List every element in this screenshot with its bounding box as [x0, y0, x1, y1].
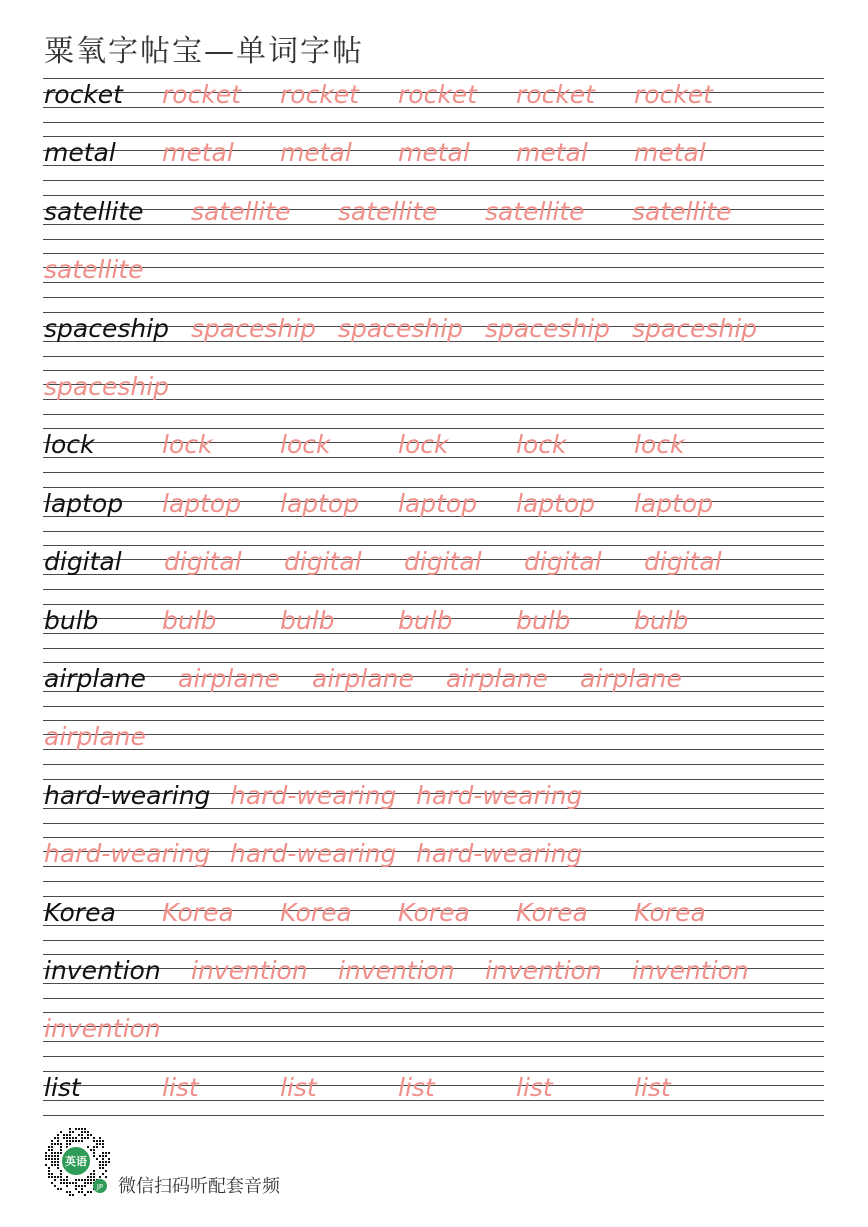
ruling-line	[43, 896, 824, 897]
practice-row	[43, 370, 824, 428]
trace-word: airplane	[44, 722, 146, 752]
footer	[40, 1126, 340, 1198]
trace-word: Korea	[280, 897, 352, 927]
practice-row	[43, 1071, 824, 1129]
ruling-line	[43, 1012, 824, 1013]
ruling-line	[43, 1056, 824, 1057]
ruling-line	[43, 297, 824, 298]
trace-word: hard-wearing	[230, 839, 397, 869]
trace-word: satellite	[44, 255, 144, 285]
qr-corner-label: JP	[96, 1183, 104, 1191]
trace-word: spaceship	[44, 372, 170, 401]
trace-word: metal	[280, 138, 352, 168]
trace-word: laptop	[162, 488, 242, 518]
ruling-line	[43, 195, 824, 196]
practice-row	[43, 312, 824, 370]
trace-word: Korea	[162, 897, 234, 927]
trace-word: airplane	[178, 664, 280, 693]
model-word: satellite	[44, 196, 144, 226]
practice-row	[43, 662, 824, 720]
trace-word: invention	[632, 956, 749, 985]
trace-word: spaceship	[485, 313, 611, 343]
practice-row	[43, 954, 824, 1012]
trace-word: invention	[485, 956, 602, 985]
model-word: digital	[44, 547, 122, 577]
trace-word: rocket	[162, 80, 241, 109]
model-word: laptop	[44, 488, 124, 518]
ruling-line	[43, 356, 824, 357]
trace-word: airplane	[446, 664, 548, 693]
ruling-line	[43, 370, 824, 371]
ruling-line	[43, 604, 824, 605]
ruling-line	[43, 749, 824, 750]
practice-row	[43, 136, 824, 194]
trace-word: bulb	[162, 605, 217, 635]
trace-word: bulb	[634, 605, 689, 635]
trace-word: satellite	[485, 196, 585, 226]
ruling-line	[43, 706, 824, 707]
trace-word: lock	[280, 430, 331, 460]
trace-word: bulb	[516, 605, 571, 635]
trace-word: laptop	[398, 488, 478, 518]
trace-word: digital	[524, 547, 602, 577]
trace-word: laptop	[280, 488, 360, 518]
trace-word: lock	[516, 430, 567, 460]
ruling-line	[43, 531, 824, 532]
practice-row	[43, 195, 824, 253]
ruling-line	[43, 676, 824, 677]
trace-word: Korea	[398, 897, 470, 927]
practice-row	[43, 1012, 824, 1070]
trace-word: hard-wearing	[44, 839, 211, 869]
ruling-line	[43, 78, 824, 79]
trace-word: digital	[164, 547, 242, 577]
page-title: 粟氧字帖宝—单词字帖	[44, 34, 364, 69]
practice-row	[43, 545, 824, 603]
ruling-line	[43, 1115, 824, 1116]
trace-word: list	[634, 1072, 671, 1102]
trace-word: digital	[284, 547, 362, 577]
trace-word: satellite	[338, 196, 438, 226]
ruling-line	[43, 180, 824, 181]
model-word: airplane	[44, 664, 146, 693]
practice-row	[43, 78, 824, 136]
trace-word: lock	[162, 430, 213, 460]
trace-word: airplane	[312, 664, 414, 693]
trace-word: digital	[644, 547, 722, 577]
ruling-line	[43, 954, 824, 955]
ruling-line	[43, 239, 824, 240]
qr-badge-label: 英语	[65, 1155, 87, 1168]
trace-word: satellite	[191, 196, 291, 226]
model-word: metal	[44, 138, 116, 168]
trace-word: laptop	[634, 488, 714, 518]
ruling-line	[43, 764, 824, 765]
trace-word: bulb	[398, 605, 453, 635]
ruling-line	[43, 414, 824, 415]
practice-row	[43, 779, 824, 837]
trace-word: hard-wearing	[416, 780, 583, 810]
trace-word: lock	[634, 430, 685, 460]
practice-row	[43, 604, 824, 662]
trace-word: bulb	[280, 605, 335, 635]
trace-word: lock	[398, 430, 449, 460]
practice-row	[43, 428, 824, 486]
qr-code-icon[interactable]	[40, 1126, 112, 1198]
ruling-line	[43, 940, 824, 941]
ruling-line	[43, 998, 824, 999]
ruling-line	[43, 1071, 824, 1072]
scan-instruction: 微信扫码听配套音频	[118, 1176, 280, 1197]
practice-row	[43, 720, 824, 778]
ruling-line	[43, 837, 824, 838]
trace-word: digital	[404, 547, 482, 577]
trace-word: invention	[44, 1014, 161, 1044]
model-word: hard-wearing	[44, 780, 211, 810]
ruling-line	[43, 720, 824, 721]
ruling-line	[43, 428, 824, 429]
ruling-line	[43, 267, 824, 268]
ruling-line	[43, 734, 824, 735]
ruling-line	[43, 662, 824, 663]
ruling-line	[43, 312, 824, 313]
ruling-line	[43, 589, 824, 590]
ruling-line	[43, 691, 824, 692]
ruling-line	[43, 253, 824, 254]
ruling-line	[43, 779, 824, 780]
trace-word: Korea	[634, 897, 706, 927]
ruling-line	[43, 282, 824, 283]
trace-word: metal	[516, 138, 588, 168]
ruling-line	[43, 823, 824, 824]
model-word: bulb	[44, 605, 99, 635]
trace-word: metal	[398, 138, 470, 168]
trace-word: list	[280, 1072, 317, 1102]
trace-word: rocket	[398, 80, 477, 109]
model-word: spaceship	[44, 313, 170, 343]
trace-word: rocket	[634, 80, 713, 109]
practice-row	[43, 253, 824, 311]
practice-row	[43, 487, 824, 545]
model-word: list	[44, 1072, 81, 1102]
trace-word: hard-wearing	[416, 839, 583, 869]
ruling-line	[43, 136, 824, 137]
model-word: Korea	[44, 897, 116, 927]
trace-word: list	[398, 1072, 435, 1102]
trace-word: metal	[162, 138, 234, 168]
ruling-line	[43, 122, 824, 123]
trace-word: satellite	[632, 196, 732, 226]
ruling-line	[43, 648, 824, 649]
ruling-line	[43, 881, 824, 882]
trace-word: list	[162, 1072, 199, 1102]
trace-word: metal	[634, 138, 706, 168]
practice-row	[43, 837, 824, 895]
trace-word: rocket	[280, 80, 359, 109]
ruling-line	[43, 472, 824, 473]
trace-word: airplane	[580, 664, 682, 693]
model-word: lock	[44, 430, 95, 460]
practice-row	[43, 896, 824, 954]
trace-word: rocket	[516, 80, 595, 109]
trace-word: invention	[338, 956, 455, 985]
model-word: rocket	[44, 80, 123, 109]
trace-word: Korea	[516, 897, 588, 927]
trace-word: spaceship	[632, 313, 758, 343]
trace-word: hard-wearing	[230, 780, 397, 810]
ruling-line	[43, 487, 824, 488]
trace-word: invention	[191, 956, 308, 985]
trace-word: laptop	[516, 488, 596, 518]
trace-word: spaceship	[191, 313, 317, 343]
trace-word: list	[516, 1072, 553, 1102]
ruling-line	[43, 545, 824, 546]
model-word: invention	[44, 956, 161, 985]
trace-word: spaceship	[338, 313, 464, 343]
